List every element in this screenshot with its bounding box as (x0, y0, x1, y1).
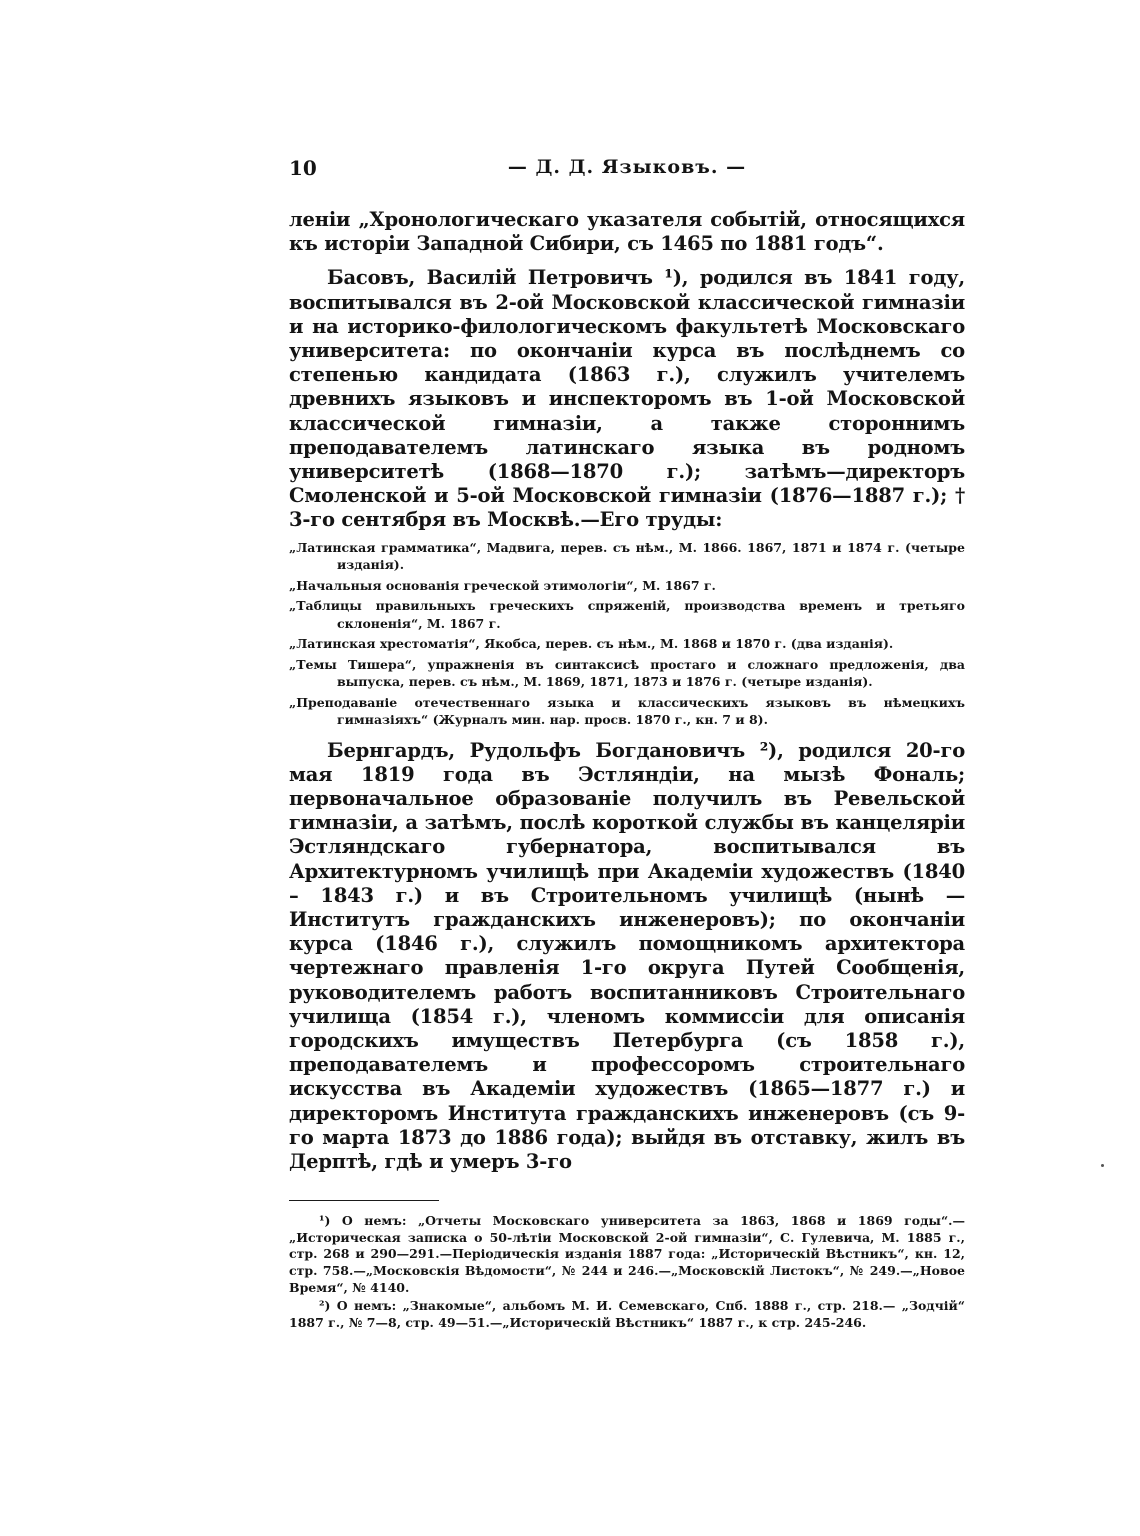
work-item: „Латинская хрестоматія“, Якобса, перев. съ нѣм., М. 1868 и 1870 г. (два изданія). (289, 636, 894, 652)
entry-berngard: Бернгардъ, Рудольфъ Богдановичъ ²), родился 20-го мая 1819 года въ Эстляндіи, на мызѣ Фональ; первоначальное образованіе получилъ въ Ревельской гимназіи, а затѣмъ, послѣ короткой службы въ канцеляріи Эстляндскаго губернатора, воспитывался въ Архитектурномъ училищѣ при Академіи художествъ (1840 – 1843 г.) и въ Строительномъ училищѣ (нынѣ — Институтъ гражданскихъ инженеровъ); по окончаніи курса (1846 г.), служилъ помощникомъ архитектора чертежнаго правленія 1-го округа Путей Сообщенія, руководителемъ работъ воспитанниковъ Строительнаго училища (1854 г.), членомъ коммиссіи для описанія городскихъ имуществъ Петербурга (съ 1858 г.), преподавателемъ и профессоромъ строительнаго искусства въ Академіи художествъ (1865—1877 г.) и директоромъ Института гражданскихъ инженеровъ (съ 9-го марта 1873 до 1886 года); выйдя въ отставку, жилъ въ Дерптѣ, гдѣ и умеръ 3-го (289, 738, 965, 1174)
work-item: „Латинская грамматика“, Мадвига, перев. съ нѣм., М. 1866. 1867, 1871 и 1874 г. (четыре изданія). (289, 539, 965, 573)
entry-basov: Басовъ, Василій Петровичъ ¹), родился въ 1841 году, воспитывался въ 2-ой Московской классической гимназіи и на историко-филологическомъ факультетѣ Московскаго университета: по окончаніи курса въ послѣднемъ со степенью кандидата (1863 г.), служилъ учителемъ древнихъ языковъ и инспекторомъ въ 1-ой Московской классической гимназіи, а также стороннимъ преподавателемъ латинскаго языка въ родномъ университетѣ (1868—1870 г.); затѣмъ—директоръ Смоленской и 5-ой Московской гимназіи (1876—1887 г.); † 3-го сентября въ Москвѣ.—Его труды: (289, 266, 965, 532)
footnote-1: ¹) О немъ: „Отчеты Московскаго университета за 1863, 1868 и 1869 годы“.— „Историческая записка о 50-лѣтіи Московской 2-ой гимназіи“, С. Гулевича, М. 1885 г., стр. 268 и 290—291.—Періодическія изданія 1887 года: „Историческій Вѣстникъ“, кн. 12, стр. 758.—„Московскія Вѣдомости“, № 244 и 246.—„Московскій Листокъ“, № 249.—„Новое Время“, № 4140. (289, 1213, 965, 1295)
footnote-2: ²) О немъ: „Знакомые“, альбомъ М. И. Семевскаго, Спб. 1888 г., стр. 218.— „Зодчій“ 1887 г., № 7—8, стр. 49—51.—„Историческій Вѣстникъ“ 1887 г., к стр. 245-246. (289, 1298, 965, 1330)
work-item: „Темы Тишера“, упражненія въ синтаксисѣ простаго и сложнаго предложенія, два выпуска, перев. съ нѣм., М. 1869, 1871, 1873 и 1876 г. (четыре изданія). (289, 656, 965, 690)
work-item: „Таблицы правильныхъ греческихъ спряженій, производства временъ и третьяго склоненія“, М. 1867 г. (289, 598, 965, 631)
page-header (289, 156, 965, 186)
works-list (289, 539, 965, 729)
footnote-divider (289, 1200, 439, 1201)
book-page (289, 156, 965, 1331)
work-item: „Начальныя основанія греческой этимологіи“, М. 1867 г. (289, 577, 716, 593)
continued-paragraph: леніи „Хронологическаго указателя событій, относящихся къ исторіи Западной Сибири, съ 1465 по 1881 годъ“. (289, 208, 965, 256)
scan-speck (1101, 1164, 1104, 1167)
work-item: „Преподаваніе отечественнаго языка и классическихъ языковъ въ нѣмецкихъ гимназіяхъ“ (Журналъ мин. нар. просв. 1870 г., кн. 7 и 8). (289, 694, 965, 728)
running-head: — Д. Д. Языковъ. — (507, 156, 747, 178)
page-number: 10 (289, 156, 317, 180)
